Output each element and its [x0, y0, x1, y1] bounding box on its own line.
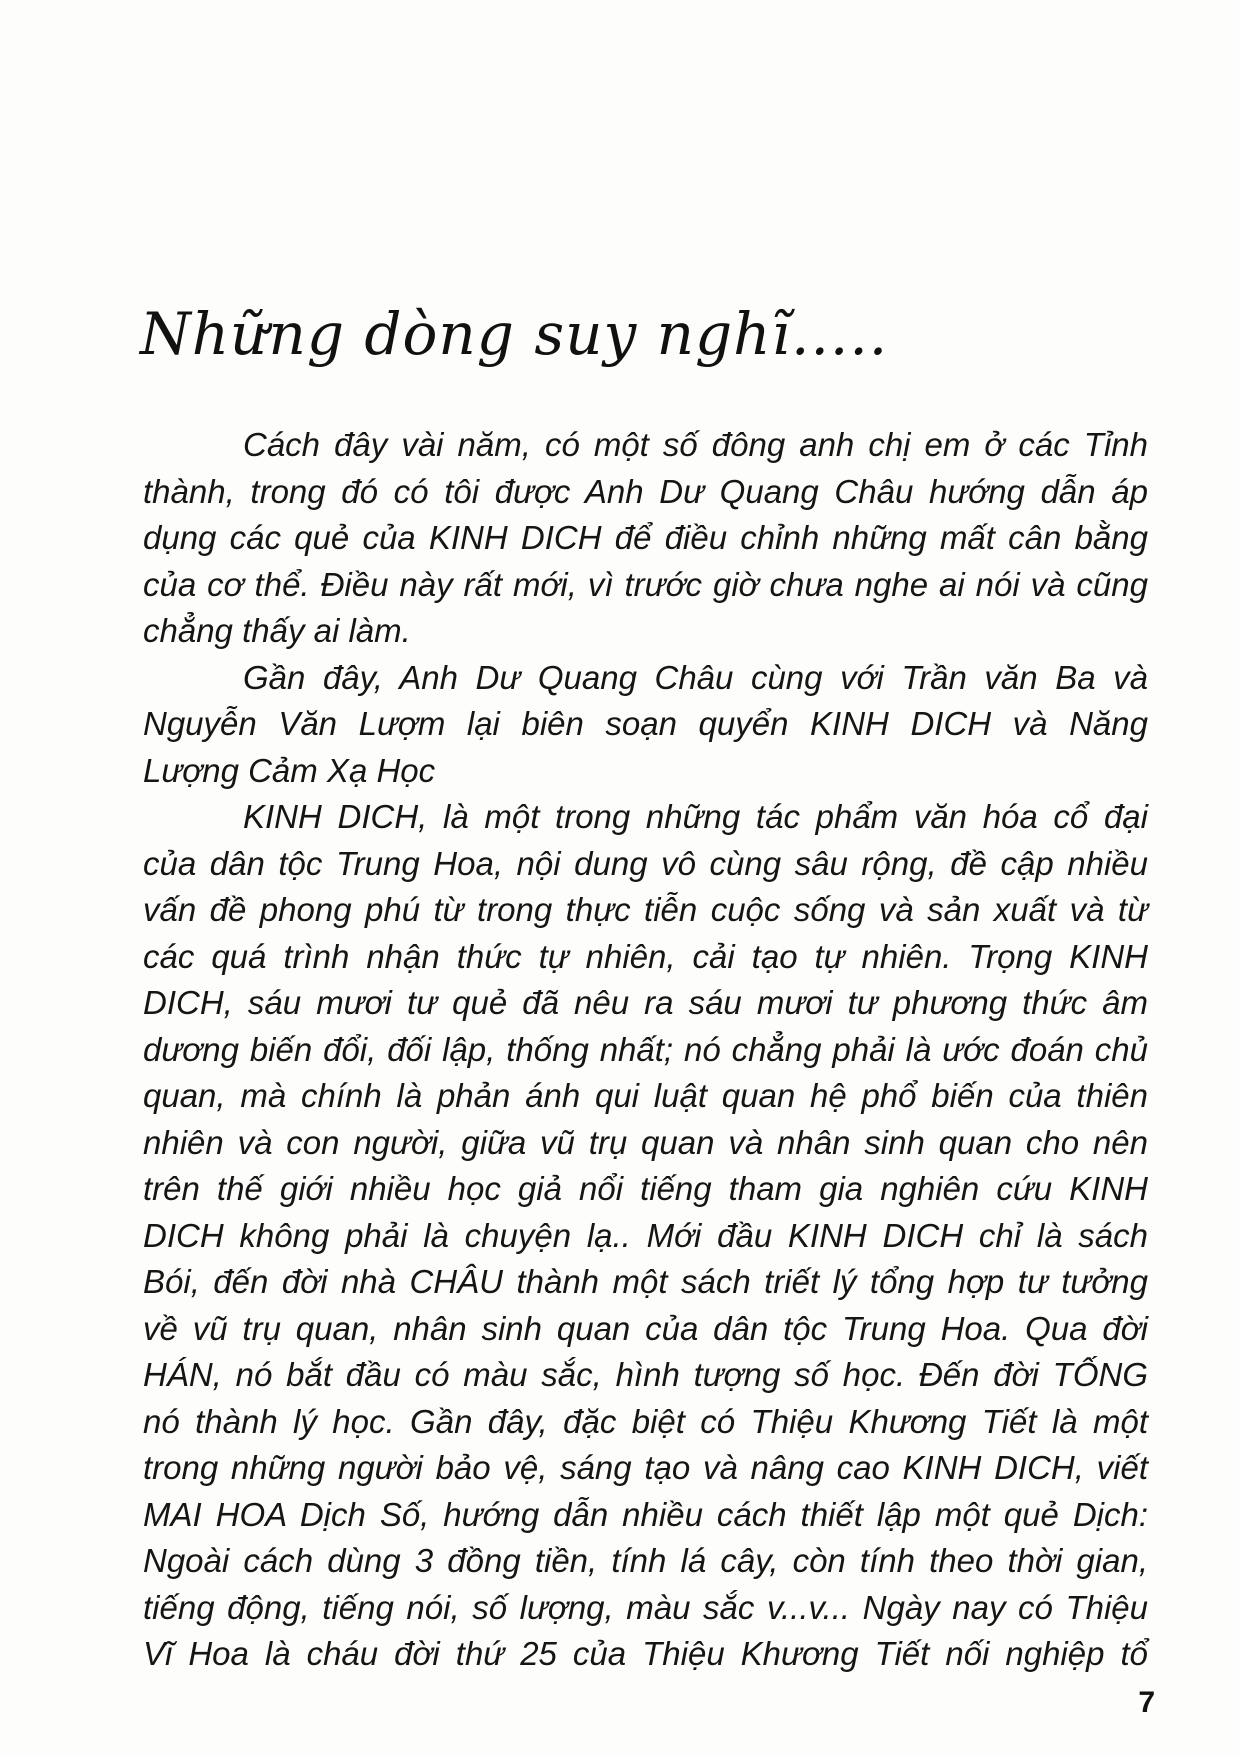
text-line: DICH không phải là chuyện lạ.. Mới đầu KINH DICH chỉ là sách — [143, 1216, 1148, 1254]
text-line: dương biến đổi, đối lập, thống nhất; nó chẳng phải là ước đoán chủ — [143, 1030, 1148, 1068]
text-line: trong những người bảo vệ, sáng tạo và nâng cao KINH DICH, viết — [143, 1449, 1148, 1486]
chapter-heading: Những dòng suy nghĩ..... — [140, 300, 889, 368]
text-line: Cách đây vài năm, có một số đông anh chị em ở các Tỉnh — [243, 426, 1148, 463]
text-line: DICH, sáu mươi tư quẻ đã nêu ra sáu mươi tư phương thức âm — [143, 984, 1148, 1021]
text-line: các quá trình nhận thức tự nhiên, cải tạo tự nhiên. Trọng KINH — [143, 937, 1148, 975]
text-line: thành, trong đó có tôi được Anh Dư Quang Châu hướng dẫn áp — [143, 472, 1148, 510]
text-line: Vĩ Hoa là cháu đời thứ 25 của Thiệu Khương Tiết nối nghiệp tổ — [143, 1635, 1148, 1672]
text-line: vấn đề phong phú từ trong thực tiễn cuộc sống và sản xuất và từ — [143, 891, 1148, 928]
page-number: 7 — [1138, 1686, 1155, 1719]
text-line: của dân tộc Trung Hoa, nội dung vô cùng sâu rộng, đề cập nhiều — [143, 844, 1148, 882]
text-line: Gần đây, Anh Dư Quang Châu cùng với Trần văn Ba và — [243, 658, 1148, 696]
text-line: chẳng thấy ai làm. — [143, 612, 411, 649]
text-line: HÁN, nó bắt đầu có màu sắc, hình tượng số học. Đến đời TỐNG — [143, 1356, 1148, 1393]
text-line: KINH DICH, là một trong những tác phẩm văn hóa cổ đại — [243, 798, 1148, 835]
text-line: dụng các quẻ của KINH DICH để điều chỉnh những mất cân bằng — [143, 519, 1148, 556]
text-line: Bói, đến đời nhà CHÂU thành một sách triết lý tổng hợp tư tưởng — [143, 1263, 1148, 1300]
text-line: nhiên và con người, giữa vũ trụ quan và nhân sinh quan cho nên — [143, 1123, 1148, 1161]
text-line: tiếng động, tiếng nói, số lượng, màu sắc v...v... Ngày nay có Thiệu — [143, 1588, 1148, 1626]
text-line: MAI HOA Dịch Số, hướng dẫn nhiều cách thiết lập một quẻ Dịch: — [143, 1495, 1148, 1533]
text-line: Nguyễn Văn Lượm lại biên soạn quyển KINH DICH và Năng — [143, 705, 1148, 742]
text-line: quan, mà chính là phản ánh qui luật quan hệ phổ biến của thiên — [143, 1077, 1148, 1114]
text-line: Ngoài cách dùng 3 đồng tiền, tính lá cây, còn tính theo thời gian, — [143, 1542, 1148, 1579]
body-paragraphs — [143, 422, 1148, 1678]
text-line: Lượng Cảm Xạ Học — [143, 751, 436, 789]
text-line: nó thành lý học. Gần đây, đặc biệt có Thiệu Khương Tiết là một — [143, 1402, 1148, 1440]
text-line: trên thế giới nhiều học giả nổi tiếng tham gia nghiên cứu KINH — [143, 1170, 1148, 1207]
text-line: về vũ trụ quan, nhân sinh quan của dân tộc Trung Hoa. Qua đời — [143, 1309, 1148, 1347]
text-line: của cơ thể. Điều này rất mới, vì trước giờ chưa nghe ai nói và cũng — [143, 565, 1148, 603]
